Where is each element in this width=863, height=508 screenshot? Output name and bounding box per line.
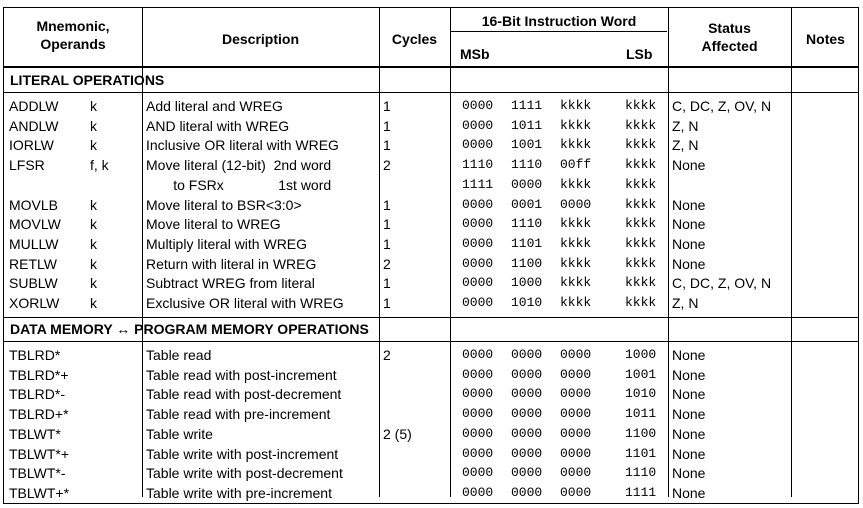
instruction-nibble: 0000 — [511, 465, 543, 481]
instruction-nibble: 1110 — [625, 465, 657, 481]
cycles-cell: 1 — [383, 98, 391, 114]
header-description: Description — [221, 31, 299, 47]
mnemonic-cell: SUBLW — [9, 275, 58, 292]
instruction-nibble: 0000 — [462, 465, 494, 481]
instruction-nibble: 0000 — [560, 366, 592, 382]
col-divider — [668, 8, 669, 497]
instruction-nibble: kkkk — [560, 255, 592, 271]
status-cell: None — [672, 406, 706, 423]
header-mnemonic — [4, 17, 142, 53]
section-divider — [4, 341, 858, 342]
instruction-nibble: 0000 — [560, 386, 592, 402]
status-cell: None — [672, 347, 706, 363]
instruction-nibble: kkkk — [625, 117, 657, 133]
description-cell: Table read with pre-increment — [146, 406, 331, 423]
cycles-cell: 1 — [383, 235, 391, 252]
header-divider — [4, 66, 858, 68]
instruction-nibble: 0000 — [462, 386, 494, 402]
header-status-line1: Status — [708, 20, 751, 36]
instruction-nibble: kkkk — [625, 157, 657, 173]
instruction-nibble: 1000 — [625, 347, 657, 362]
mnemonic-cell: TBLRD*+ — [9, 366, 69, 383]
instruction-nibble: 1111 — [511, 98, 543, 113]
mnemonic-cell: ANDLW — [9, 117, 59, 134]
instruction-nibble: 0000 — [511, 366, 543, 382]
description-cell: Table write with post-decrement — [146, 465, 343, 482]
description-cell: Table read — [146, 347, 212, 363]
instruction-nibble: 1010 — [511, 295, 543, 310]
cycles-cell: 1 — [383, 137, 391, 154]
instruction-nibble: 0000 — [462, 98, 494, 113]
instruction-nibble: kkkk — [625, 176, 657, 192]
status-cell: None — [672, 157, 706, 174]
header-mnemonic-line2: Operands — [40, 36, 106, 52]
instruction-nibble: 0000 — [511, 445, 543, 461]
instruction-nibble: kkkk — [560, 275, 592, 291]
instruction-nibble: 0000 — [511, 386, 543, 402]
header-msb: MSb — [460, 46, 490, 62]
section-title: LITERAL OPERATIONS — [10, 72, 165, 88]
mnemonic-cell: TBLWT*+ — [9, 445, 70, 462]
instruction-nibble: kkkk — [625, 137, 657, 153]
instruction-nibble: kkkk — [560, 98, 592, 113]
cycles-cell: 2 — [383, 255, 391, 272]
instruction-nibble: 0000 — [462, 196, 494, 212]
description-cell: Return with literal in WREG — [146, 255, 317, 272]
status-cell: C, DC, Z, OV, N — [672, 98, 772, 114]
instruction-nibble: 0000 — [560, 484, 592, 500]
instruction-nibble: 0000 — [560, 465, 592, 481]
instruction-nibble: 0000 — [462, 255, 494, 271]
description-cell: to FSRx 1st word — [146, 176, 332, 193]
header-status — [668, 19, 791, 55]
section-divider — [4, 317, 858, 318]
operands-cell: k — [90, 216, 97, 233]
instruction-nibble: 0000 — [560, 347, 592, 362]
instruction-nibble: kkkk — [560, 176, 592, 192]
status-cell: None — [672, 465, 706, 482]
cycles-cell: 1 — [383, 295, 391, 311]
instruction-nibble: 1000 — [511, 275, 543, 291]
mnemonic-cell: MOVLW — [9, 216, 61, 233]
instruction-nibble: 0000 — [511, 347, 543, 362]
mnemonic-cell: XORLW — [9, 295, 60, 311]
instruction-nibble: kkkk — [625, 196, 657, 212]
instruction-nibble: 0000 — [511, 425, 543, 441]
section-title: DATA MEMORY ↔ PROGRAM MEMORY OPERATIONS — [10, 321, 369, 337]
instruction-nibble: 0000 — [462, 117, 494, 133]
description-cell: Move literal to BSR<3:0> — [146, 196, 302, 213]
instruction-nibble: kkkk — [560, 235, 592, 251]
operands-cell: k — [90, 137, 97, 154]
description-cell: Inclusive OR literal with WREG — [146, 137, 339, 154]
mnemonic-cell: TBLWT*- — [9, 465, 66, 482]
instruction-nibble: 0000 — [560, 406, 592, 422]
instruction-nibble: kkkk — [625, 295, 657, 310]
status-cell: None — [672, 386, 706, 403]
instruction-nibble: 0000 — [560, 196, 592, 212]
header-lsb: LSb — [626, 46, 653, 62]
instruction-nibble: kkkk — [560, 295, 592, 310]
instruction-nibble: 1011 — [511, 117, 543, 133]
instruction-nibble: 1111 — [462, 176, 494, 192]
status-cell: None — [672, 445, 706, 462]
col-divider — [791, 8, 792, 497]
description-cell: Table read with post-decrement — [146, 386, 342, 403]
instruction-nibble: 0000 — [462, 275, 494, 291]
cycles-cell: 1 — [383, 216, 391, 233]
operands-cell: f, k — [90, 157, 109, 174]
mnemonic-cell: IORLW — [9, 137, 54, 154]
instruction-nibble: 1100 — [511, 255, 543, 271]
instruction-nibble: 0000 — [462, 216, 494, 232]
status-cell: Z, N — [672, 295, 699, 311]
instruction-nibble: 1010 — [625, 386, 657, 402]
description-cell: Table read with post-increment — [146, 366, 337, 383]
status-cell: Z, N — [672, 137, 699, 154]
instruction-nibble: 1100 — [625, 425, 657, 441]
operands-cell: k — [90, 98, 97, 114]
instruction-nibble: 1111 — [625, 484, 657, 500]
instruction-nibble: 1011 — [625, 406, 657, 422]
status-cell: C, DC, Z, OV, N — [672, 275, 772, 292]
description-cell: Multiply literal with WREG — [146, 235, 308, 252]
description-cell: Table write with pre-increment — [146, 484, 332, 501]
mnemonic-cell: MULLW — [9, 235, 59, 252]
status-cell: None — [672, 196, 706, 213]
instruction-nibble: kkkk — [560, 117, 592, 133]
instruction-nibble: 0000 — [462, 295, 494, 310]
instruction-nibble: 1110 — [462, 157, 494, 173]
description-cell: Move literal (12-bit) 2nd word — [146, 157, 332, 174]
instruction-nibble: 0000 — [511, 406, 543, 422]
cycles-cell: 1 — [383, 275, 391, 292]
operands-cell: k — [90, 295, 97, 311]
instruction-nibble: 0000 — [462, 484, 494, 500]
instruction-table — [3, 7, 859, 504]
operands-cell: k — [90, 117, 97, 134]
description-cell: AND literal with WREG — [146, 117, 290, 134]
instruction-nibble: 00ff — [560, 157, 592, 173]
instruction-nibble: kkkk — [625, 216, 657, 232]
status-cell: Z, N — [672, 117, 699, 134]
status-cell: None — [672, 366, 706, 383]
header-mnemonic-line1: Mnemonic, — [36, 18, 110, 34]
instruction-nibble: 1101 — [625, 445, 657, 461]
instruction-nibble: 0000 — [462, 406, 494, 422]
status-cell: None — [672, 216, 706, 233]
section-divider — [4, 92, 858, 93]
instruction-nibble: 0000 — [462, 235, 494, 251]
cycles-cell: 2 — [383, 347, 391, 363]
instruction-nibble: kkkk — [625, 98, 657, 113]
instruction-nibble: kkkk — [560, 216, 592, 232]
cycles-cell: 2 — [383, 157, 391, 174]
instruction-nibble: 0000 — [462, 137, 494, 153]
description-cell: Exclusive OR literal with WREG — [146, 295, 344, 311]
instruction-nibble: 1001 — [511, 137, 543, 153]
instruction-nibble: kkkk — [560, 137, 592, 153]
col-divider — [450, 8, 451, 497]
instruction-nibble: 0000 — [560, 445, 592, 461]
instruction-nibble: kkkk — [625, 235, 657, 251]
instruction-nibble: 1110 — [511, 216, 543, 232]
col-divider — [379, 8, 380, 497]
description-cell: Move literal to WREG — [146, 216, 281, 233]
cycles-cell: 2 (5) — [383, 425, 412, 442]
instruction-nibble: 1101 — [511, 235, 543, 251]
description-cell: Subtract WREG from literal — [146, 275, 315, 292]
status-cell: None — [672, 255, 706, 272]
mnemonic-cell: RETLW — [9, 255, 57, 272]
cycles-cell: 1 — [383, 117, 391, 134]
header-notes: Notes — [806, 31, 845, 47]
instruction-nibble: 0000 — [462, 366, 494, 382]
mnemonic-cell: MOVLB — [9, 196, 59, 213]
instruction-nibble: 0000 — [560, 425, 592, 441]
status-cell: None — [672, 235, 706, 252]
mnemonic-cell: TBLRD*- — [9, 386, 66, 403]
mnemonic-cell: TBLRD+* — [9, 406, 69, 423]
description-cell: Table write — [146, 425, 213, 442]
cycles-cell: 1 — [383, 196, 391, 213]
status-cell: None — [672, 484, 706, 501]
header-status-line2: Affected — [701, 38, 758, 54]
instruction-nibble: 0000 — [511, 176, 543, 192]
mnemonic-cell: ADDLW — [9, 98, 59, 114]
instruction-nibble: 0000 — [462, 445, 494, 461]
operands-cell: k — [90, 275, 97, 292]
instruction-nibble: kkkk — [625, 275, 657, 291]
mnemonic-cell: LFSR — [9, 157, 45, 174]
header-cycles: Cycles — [391, 31, 438, 47]
operands-cell: k — [90, 196, 97, 213]
instruction-nibble: 0000 — [511, 484, 543, 500]
instruction-nibble: 0000 — [462, 425, 494, 441]
instruction-nibble: kkkk — [625, 255, 657, 271]
instruction-nibble: 1001 — [625, 366, 657, 382]
instruction-nibble: 0001 — [511, 196, 543, 212]
operands-cell: k — [90, 255, 97, 272]
mnemonic-cell: TBLWT+* — [9, 484, 70, 501]
status-cell: None — [672, 425, 706, 442]
instruction-nibble: 0000 — [462, 347, 494, 362]
description-cell: Add literal and WREG — [146, 98, 283, 114]
operands-cell: k — [90, 235, 97, 252]
mnemonic-cell: TBLWT* — [9, 425, 61, 442]
header-sub-divider — [450, 31, 667, 32]
description-cell: Table write with post-increment — [146, 445, 339, 462]
header-instruction-word: 16-Bit Instruction Word — [481, 13, 637, 29]
instruction-nibble: 1110 — [511, 157, 543, 173]
mnemonic-cell: TBLRD* — [9, 347, 61, 363]
